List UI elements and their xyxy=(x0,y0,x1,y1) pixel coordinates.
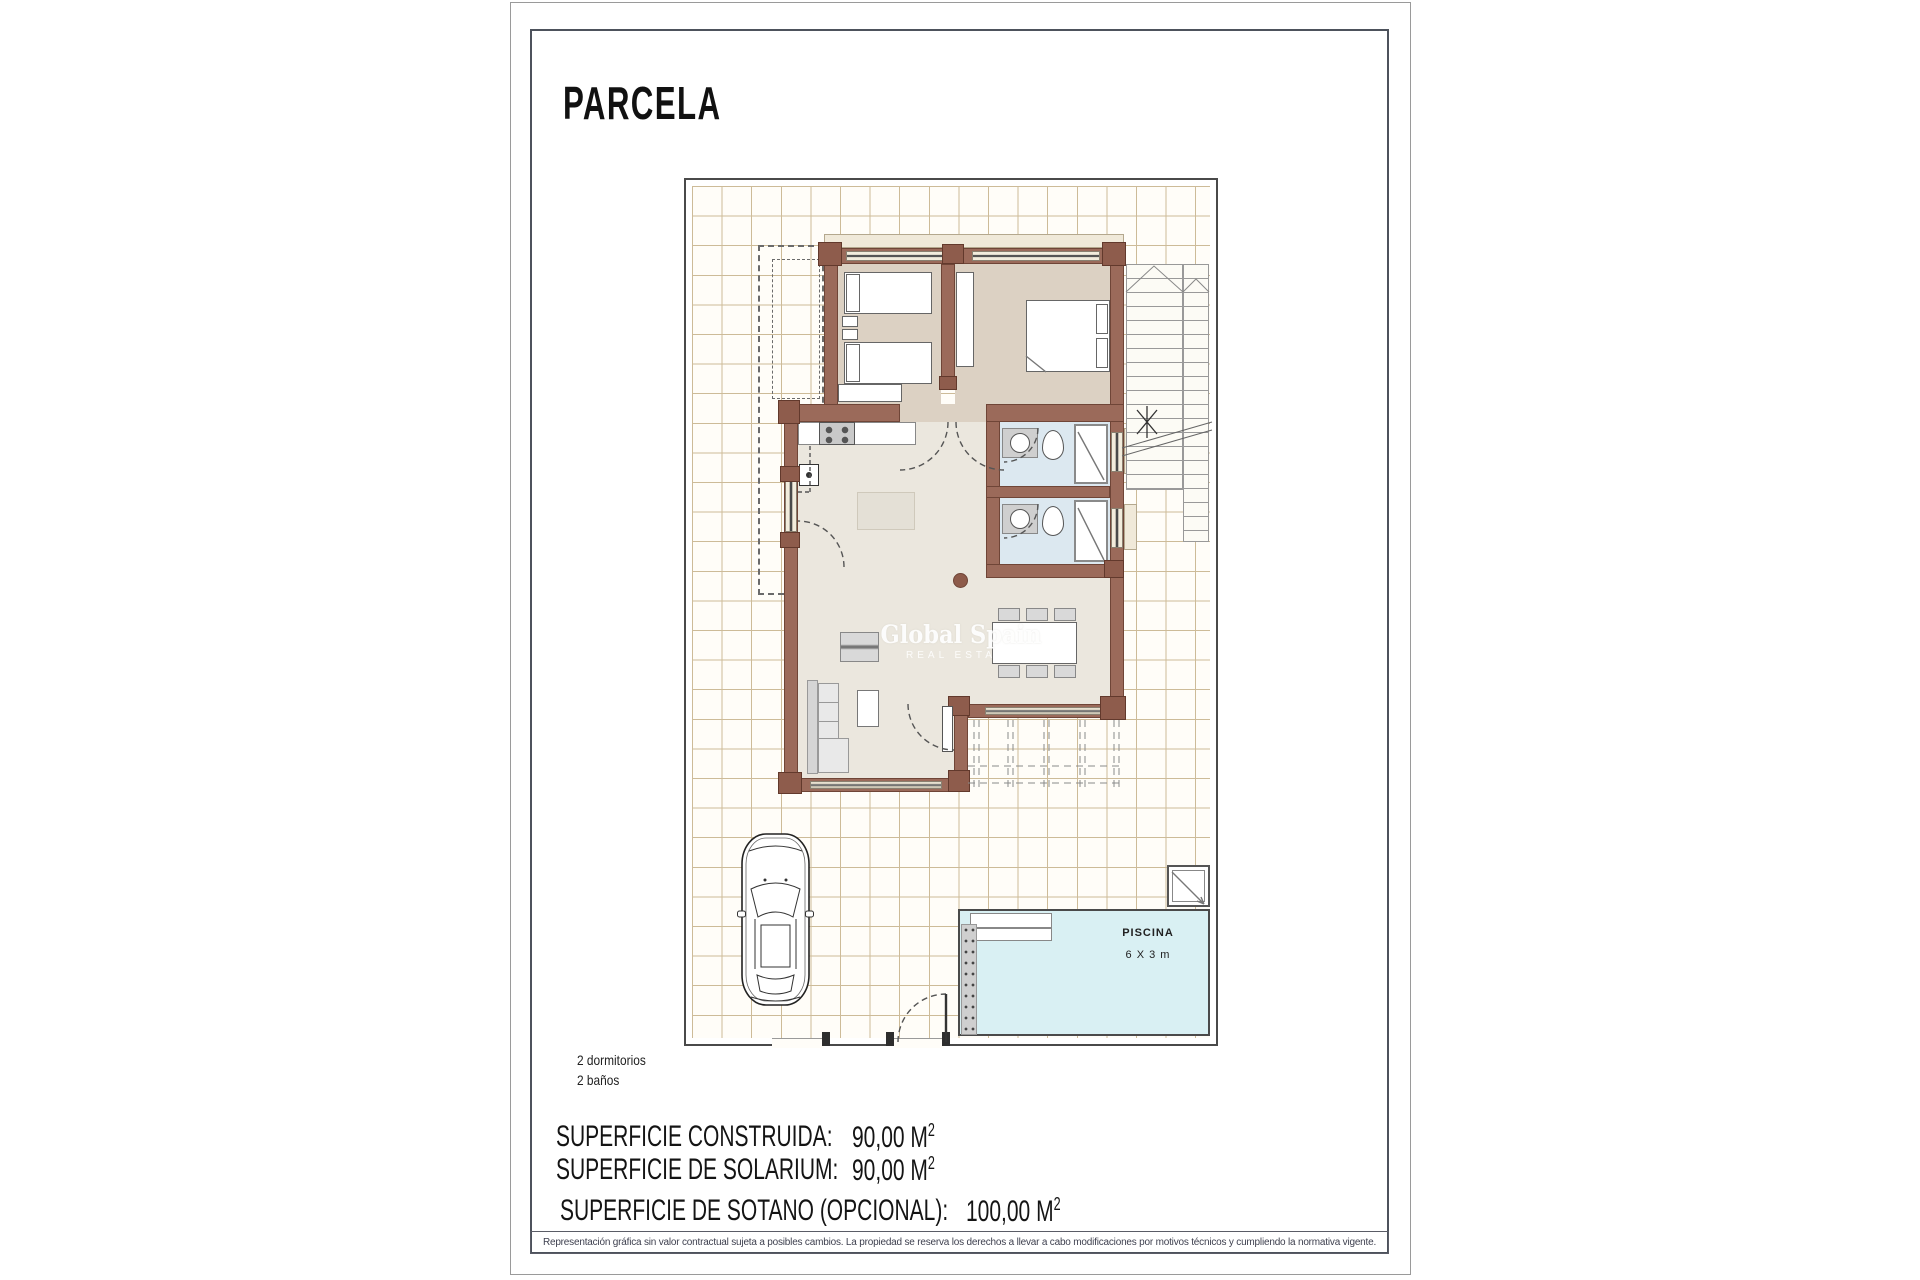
area-solarium-label: SUPERFICIE DE SOLARIUM: xyxy=(556,1153,839,1186)
area-basement-label: SUPERFICIE DE SOTANO (OPCIONAL): xyxy=(560,1194,949,1227)
disclaimer-bar xyxy=(530,1231,1389,1254)
area-solarium-unit: M xyxy=(910,1154,928,1187)
area-solarium-unit-exp: 2 xyxy=(927,1153,935,1173)
area-built-unit-exp: 2 xyxy=(927,1120,935,1140)
page-title: PARCELA xyxy=(563,77,722,129)
feature-bathrooms: 2 baños xyxy=(577,1072,620,1088)
area-built-unit: M xyxy=(910,1121,928,1154)
area-solarium-number: 90,00 xyxy=(852,1154,905,1187)
area-solarium-value xyxy=(852,1153,935,1188)
pool-dimensions: 6 X 3 m xyxy=(1125,949,1171,961)
area-built-number: 90,00 xyxy=(852,1121,905,1154)
watermark-tagline: REAL ESTATE xyxy=(906,650,1016,661)
plan-detail-overlay xyxy=(686,180,1220,1048)
parcel-plan xyxy=(684,178,1218,1046)
area-built-label: SUPERFICIE CONSTRUIDA: xyxy=(556,1120,833,1153)
disclaimer-text: Representación gráfica sin valor contractual sujeta a posibles cambios. La propiedad se reserva los derechos a llevar a cabo modificaciones por motivos técnicos y cumpliendo la normativa vigente. xyxy=(542,1237,1377,1248)
area-basement-unit-exp: 2 xyxy=(1053,1194,1061,1214)
area-basement-unit: M xyxy=(1036,1195,1054,1228)
feature-bedrooms: 2 dormitorios xyxy=(577,1052,646,1068)
area-basement-value xyxy=(966,1194,1061,1229)
pool-label: PISCINA xyxy=(1122,927,1174,939)
watermark-name: Global Spain xyxy=(880,620,1042,649)
area-basement-number: 100,00 xyxy=(966,1195,1031,1228)
area-built-value xyxy=(852,1120,935,1155)
